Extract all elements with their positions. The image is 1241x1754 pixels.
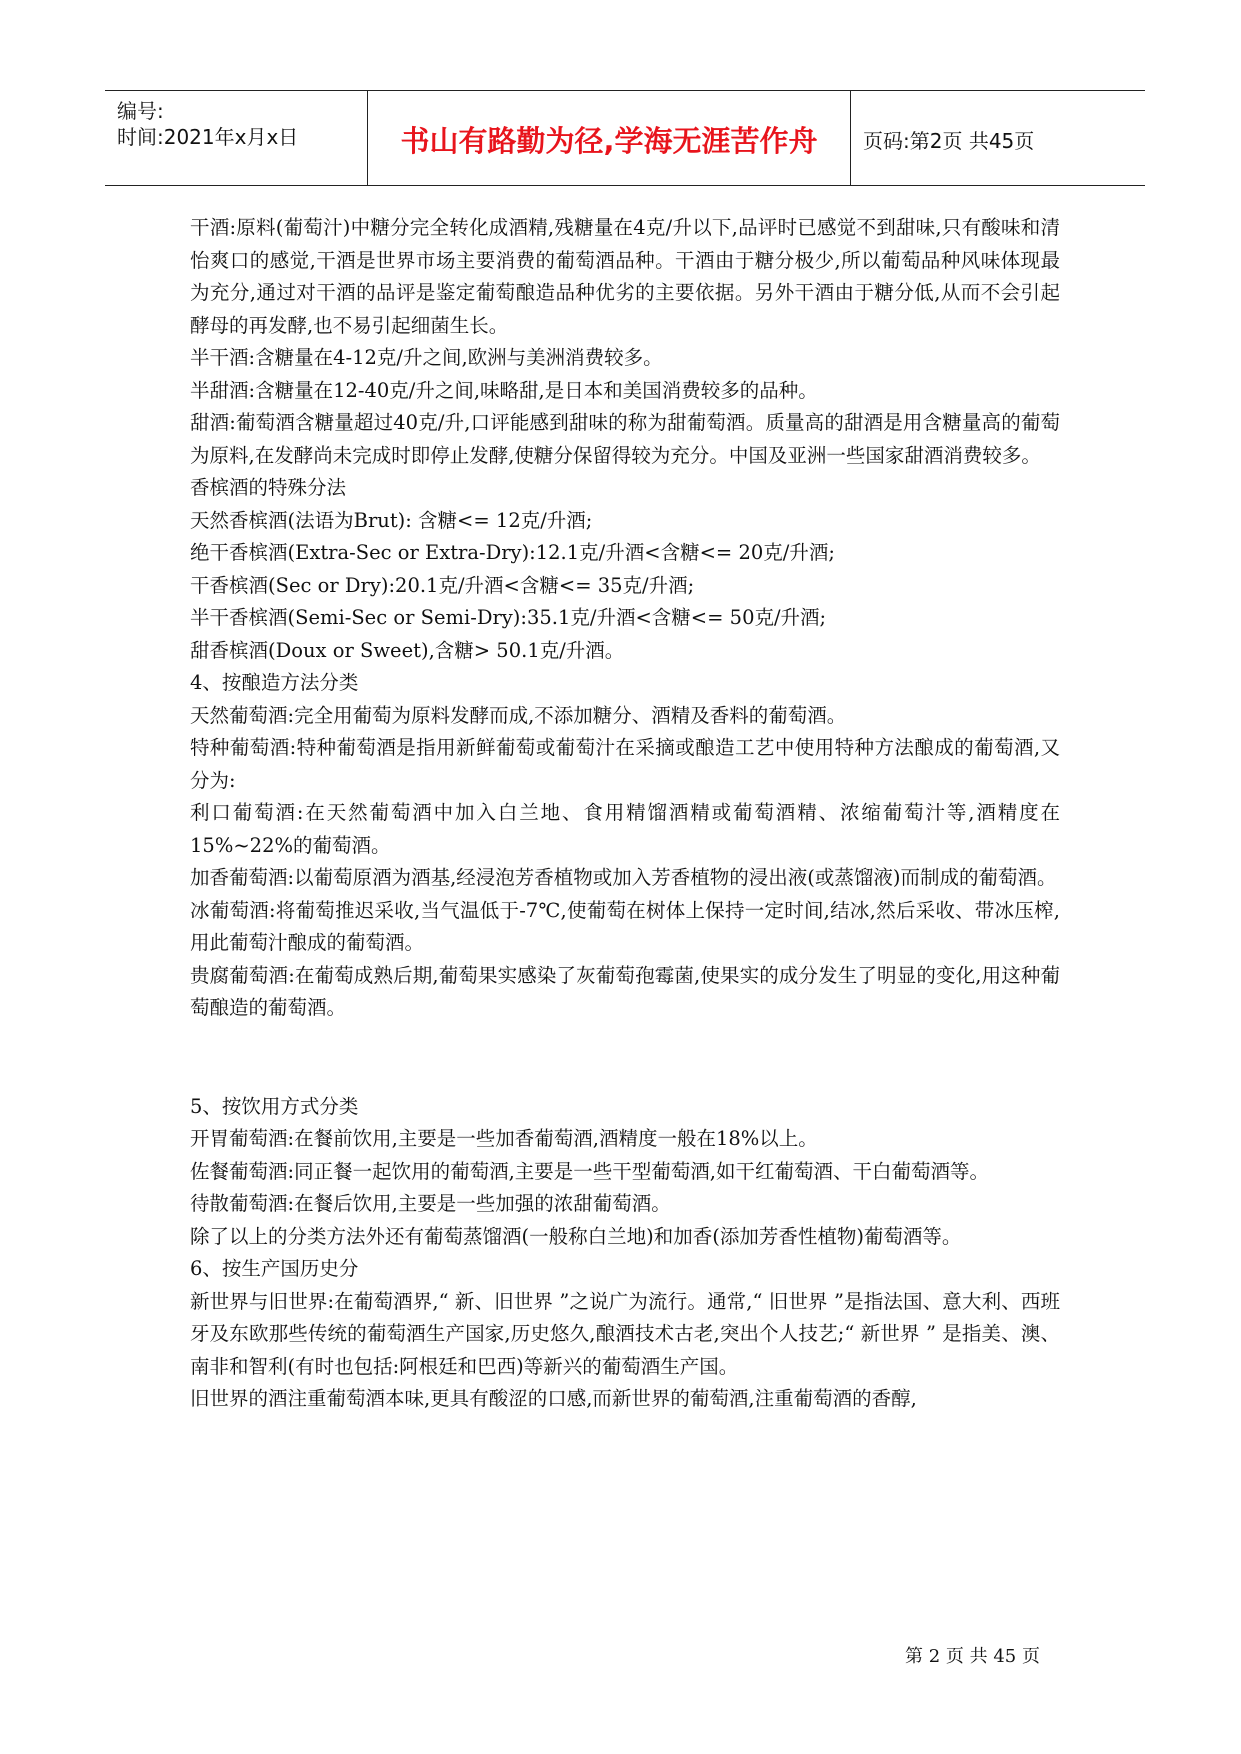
paragraph: 新世界与旧世界:在葡萄酒界,“ 新、旧世界 ”之说广为流行。通常,“ 旧世界 ”是指法国、意大利、西班牙及东欧那些传统的葡萄酒生产国家,历史悠久,酿酒技术古老,突出个人技艺;“ 新世界 ” 是指美、澳、南非和智利(有时也包括:阿根廷和巴西)等新兴的葡萄酒生产国。 [190, 1289, 1060, 1378]
body-section-top [190, 212, 1060, 1025]
paragraph: 干酒:原料(葡萄汁)中糖分完全转化成酒精,残糖量在4克/升以下,品评时已感觉不到甜味,只有酸味和清怡爽口的感觉,干酒是世界市场主要消费的葡萄酒品种。干酒由于糖分极少,所以葡萄品种风味体现最为充分,通过对干酒的品评是鉴定葡萄酿造品种优劣的主要依据。另外干酒由于糖分低,从而不会引起酵母的再发酵,也不易引起细菌生长。 [190, 216, 1060, 337]
header-motto: 书山有路勤为径,学海无涯苦作舟 [400, 124, 818, 158]
paragraph: 利口葡萄酒:在天然葡萄酒中加入白兰地、食用精馏酒精或葡萄酒精、浓缩葡萄汁等,酒精度在15%~22%的葡萄酒。 [190, 801, 1060, 857]
header-page-code: 页码:第2页 共45页 [863, 129, 1035, 153]
paragraph: 佐餐葡萄酒:同正餐一起饮用的葡萄酒,主要是一些干型葡萄酒,如干红葡萄酒、干白葡萄酒等。 [190, 1159, 989, 1183]
paragraph: 天然葡萄酒:完全用葡萄为原料发酵而成,不添加糖分、酒精及香料的葡萄酒。 [190, 703, 847, 727]
header-motto-cell [368, 91, 851, 185]
paragraph: 待散葡萄酒:在餐后饮用,主要是一些加强的浓甜葡萄酒。 [190, 1192, 671, 1215]
paragraph: 甜香槟酒(Doux or Sweet),含糖> 50.1克/升酒。 [190, 638, 625, 662]
header-page-cell [851, 91, 1145, 185]
paragraph: 加香葡萄酒:以葡萄原酒为酒基,经浸泡芳香植物或加入芳香植物的浸出液(或蒸馏液)而制成的葡萄酒。 [190, 866, 1057, 889]
paragraph: 贵腐葡萄酒:在葡萄成熟后期,葡萄果实感染了灰葡萄孢霉菌,使果实的成分发生了明显的变化,用这种葡萄酿造的葡萄酒。 [190, 963, 1060, 1019]
page-header [105, 90, 1145, 186]
paragraph: 旧世界的酒注重葡萄酒本味,更具有酸涩的口感,而新世界的葡萄酒,注重葡萄酒的香醇, [190, 1387, 917, 1410]
paragraph: 特种葡萄酒:特种葡萄酒是指用新鲜葡萄或葡萄汁在采摘或酿造工艺中使用特种方法酿成的葡萄酒,又分为: [190, 736, 1060, 792]
document-time-label: 时间:2021年x月x日 [117, 125, 299, 149]
paragraph: 干香槟酒(Sec or Dry):20.1克/升酒<含糖<= 35克/升酒; [190, 573, 695, 597]
document-body [190, 212, 1060, 1416]
paragraph: 半干酒:含糖量在4-12克/升之间,欧洲与美洲消费较多。 [190, 346, 663, 369]
paragraph: 5、按饮用方式分类 [190, 1094, 359, 1118]
paragraph: 绝干香槟酒(Extra-Sec or Extra-Dry):12.1克/升酒<含糖<= 20克/升酒; [190, 541, 835, 564]
paragraph: 半甜酒:含糖量在12-40克/升之间,味略甜,是日本和美国消费较多的品种。 [190, 378, 818, 402]
document-number-label: 编号: [117, 99, 164, 123]
paragraph: 天然香槟酒(法语为Brut): 含糖<= 12克/升酒; [190, 508, 593, 532]
paragraph: 6、按生产国历史分 [190, 1257, 359, 1280]
paragraph: 开胃葡萄酒:在餐前饮用,主要是一些加香葡萄酒,酒精度一般在18%以上。 [190, 1127, 818, 1150]
paragraph: 4、按酿造方法分类 [190, 671, 359, 694]
page-footer-number: 第 2 页 共 45 页 [905, 1646, 1040, 1667]
paragraph: 除了以上的分类方法外还有葡萄蒸馏酒(一般称白兰地)和加香(添加芳香性植物)葡萄酒等。 [190, 1224, 962, 1248]
header-info-cell [105, 91, 368, 185]
body-section-bottom [190, 1091, 1060, 1416]
paragraph: 冰葡萄酒:将葡萄推迟采收,当气温低于-7℃,使葡萄在树体上保持一定时间,结冰,然后采收、带冰压榨,用此葡萄汁酿成的葡萄酒。 [190, 898, 1060, 954]
paragraph: 香槟酒的特殊分法 [190, 476, 347, 499]
paragraph: 甜酒:葡萄酒含糖量超过40克/升,口评能感到甜味的称为甜葡萄酒。质量高的甜酒是用含糖量高的葡萄为原料,在发酵尚未完成时即停止发酵,使糖分保留得较为充分。中国及亚洲一些国家甜酒消费较多。 [190, 411, 1060, 467]
paragraph: 半干香槟酒(Semi-Sec or Semi-Dry):35.1克/升酒<含糖<= 50克/升酒; [190, 606, 827, 629]
section-spacer [190, 1025, 1060, 1091]
